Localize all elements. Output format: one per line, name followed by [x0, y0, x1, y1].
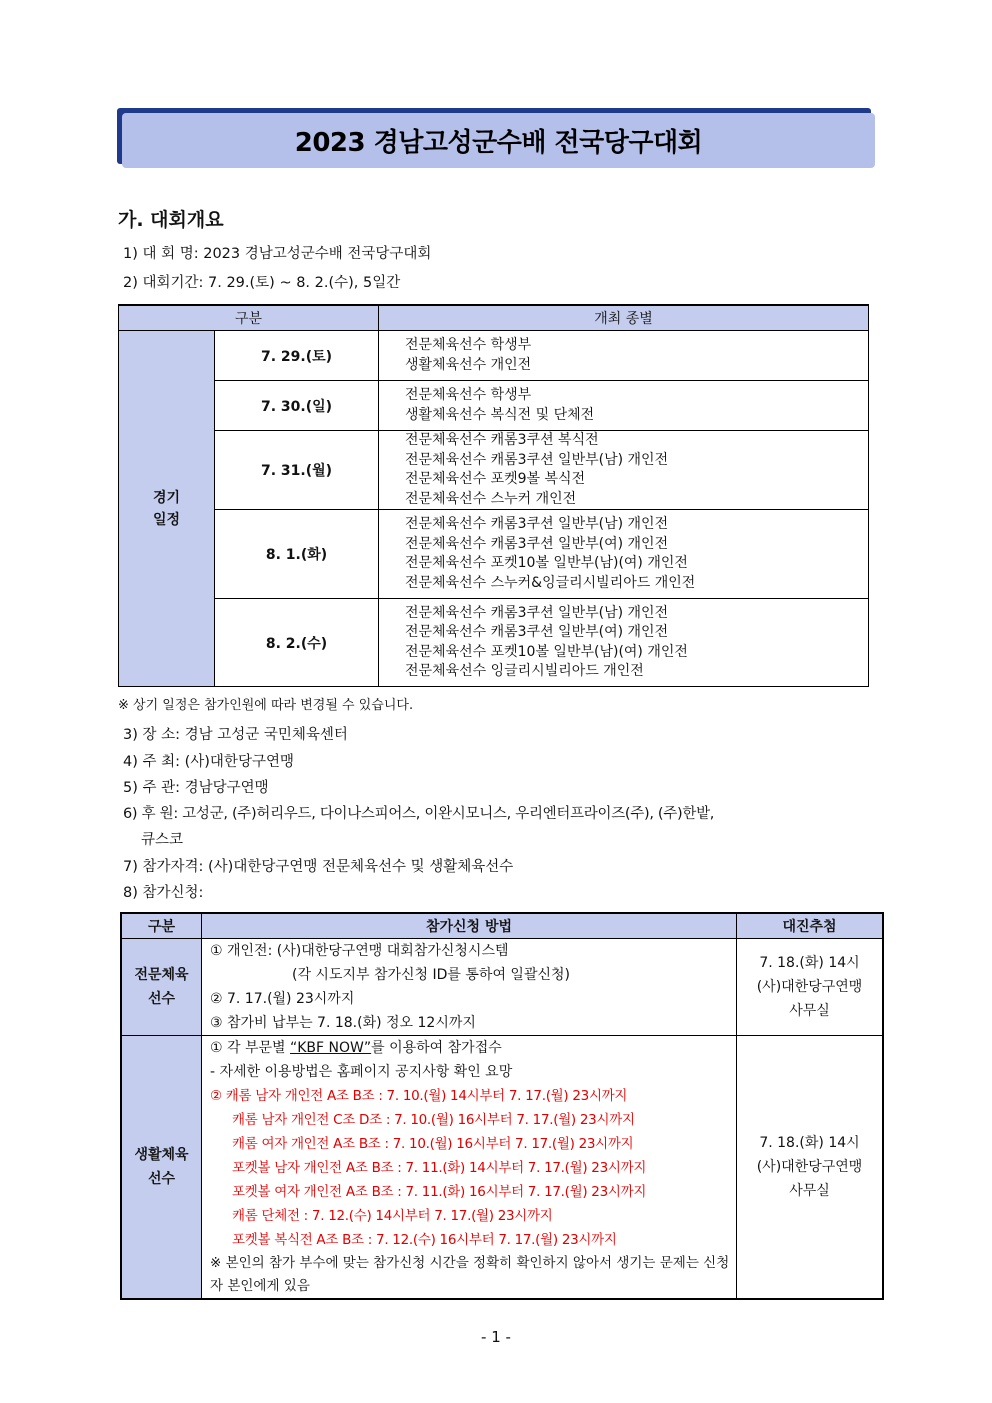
schedule-event: 전문체육선수 포켓10볼 일반부(남)(여) 개인전: [405, 555, 688, 571]
schedule-red-line: 포켓볼 남자 개인전 A조 B조 : 7. 11.(화) 14시부터 7. 17.(월) 23시까지: [232, 1160, 647, 1176]
schedule-event: 전문체육선수 캐롬3쿠션 일반부(남) 개인전: [405, 451, 669, 468]
schedule-event: 전문체육선수 학생부: [405, 387, 532, 403]
venue-line: 3) 장 소: 경남 고성군 국민체육센터: [123, 727, 348, 743]
schedule-date: 7. 30.(일): [215, 381, 379, 431]
schedule-date: 7. 31.(월): [215, 431, 379, 510]
schedule-events-cell: [379, 381, 869, 431]
draw-info-amateur: 7. 18.(화) 14시 (사)대한당구연맹 사무실: [737, 1036, 884, 1300]
schedule-row: [119, 431, 869, 510]
schedule-red-line: ② 캐롬 남자 개인전 A조 B조 : 7. 10.(월) 14시부터 7. 17.(월) 23시까지: [210, 1088, 628, 1104]
schedule-event: 전문체육선수 캐롬3쿠션 일반부(남) 개인전: [405, 516, 669, 532]
kbf-now-link[interactable]: “KBF NOW”: [290, 1040, 372, 1056]
schedule-event: 전문체육선수 캐롬3쿠션 일반부(여) 개인전: [405, 535, 669, 552]
schedule-events-cell: [379, 599, 869, 687]
method-line: ① 개인전: (사)대한당구연맹 대회참가신청시스템: [210, 943, 509, 959]
method-text: 를 이용하여 참가접수: [371, 1040, 502, 1056]
application-row-pro: [121, 939, 883, 1036]
application-header-row: [121, 913, 883, 939]
page-number: - 1 -: [481, 1328, 511, 1346]
schedule-event: 전문체육선수 스누커 개인전: [405, 490, 577, 507]
schedule-date: 7. 29.(토): [215, 331, 379, 381]
application-header-method: 참가신청 방법: [202, 913, 737, 939]
schedule-header-events: 개최 종별: [379, 305, 869, 331]
schedule-event: 전문체육선수 포켓9볼 복식전: [405, 471, 586, 487]
method-line: ③ 참가비 납부는 7. 18.(화) 정오 12시까지: [210, 1015, 476, 1031]
title-banner-face: [122, 113, 875, 168]
eligibility-line: 7) 참가자격: (사)대한당구연맹 전문체육선수 및 생활체육선수: [123, 859, 514, 875]
application-table: [120, 912, 884, 1300]
draw-info-pro: 7. 18.(화) 14시 (사)대한당구연맹 사무실: [737, 939, 884, 1036]
application-category-amateur: 생활체육 선수: [121, 1036, 202, 1300]
schedule-event: 전문체육선수 포켓10볼 일반부(남)(여) 개인전: [405, 643, 688, 660]
method-line: ② 7. 17.(월) 23시까지: [210, 991, 355, 1007]
schedule-event: 전문체육선수 스누커&잉글리시빌리아드 개인전: [405, 574, 696, 591]
application-method-amateur: [202, 1036, 737, 1300]
schedule-event: 전문체육선수 캐롬3쿠션 일반부(남) 개인전: [405, 604, 669, 621]
method-line: [210, 1036, 736, 1060]
schedule-event: 전문체육선수 학생부: [405, 337, 532, 353]
schedule-category-cell: 경기 일정: [119, 331, 215, 687]
schedule-event: 전문체육선수 캐롬3쿠션 복식전: [405, 432, 599, 448]
application-header-category: 구분: [121, 913, 202, 939]
application-header-draw: 대진추첨: [737, 913, 884, 939]
sponsor-line-cont: 큐스코: [141, 832, 184, 848]
schedule-row: [119, 510, 869, 599]
schedule-event: 생활체육선수 개인전: [405, 356, 532, 373]
schedule-row: [119, 331, 869, 381]
schedule-event: 생활체육선수 복식전 및 단체전: [405, 406, 595, 423]
host-line: 4) 주 최: (사)대한당구연맹: [123, 754, 294, 770]
schedule-date: 8. 2.(수): [215, 599, 379, 687]
schedule-red-line: 포켓볼 여자 개인전 A조 B조 : 7. 11.(화) 16시부터 7. 17.(월) 23시까지: [232, 1184, 647, 1200]
application-category-pro: 전문체육 선수: [121, 939, 202, 1036]
event-period-line: 2) 대회기간: 7. 29.(토) ~ 8. 2.(수), 5일간: [123, 275, 401, 291]
application-row-amateur: [121, 1036, 883, 1300]
application-method-pro: [202, 939, 737, 1036]
schedule-row: [119, 381, 869, 431]
schedule-red-line: 포켓볼 복식전 A조 B조 : 7. 12.(수) 16시부터 7. 17.(월) 23시까지: [232, 1232, 617, 1248]
event-name-line: 1) 대 회 명: 2023 경남고성군수배 전국당구대회: [123, 246, 432, 262]
sponsor-line: 6) 후 원: 고성군, (주)허리우드, 다이나스피어스, 이완시모니스, 우리엔터프라이즈(주), (주)한밭,: [123, 806, 715, 822]
title-banner: [117, 108, 875, 168]
application-line: 8) 참가신청:: [123, 885, 204, 901]
schedule-date: 8. 1.(화): [215, 510, 379, 599]
schedule-header-category: 구분: [119, 305, 379, 331]
schedule-row: [119, 599, 869, 687]
schedule-red-line: 캐롬 남자 개인전 C조 D조 : 7. 10.(월) 16시부터 7. 17.(월) 23시까지: [232, 1112, 635, 1128]
schedule-event: 전문체육선수 캐롬3쿠션 일반부(여) 개인전: [405, 624, 669, 640]
notice-text: ※ 본인의 참가 부수에 맞는 참가신청 시간을 정확히 확인하지 않아서 생기는 문제는 신청자 본인에게 있음: [210, 1255, 730, 1294]
organizer-line: 5) 주 관: 경남당구연맹: [123, 780, 269, 796]
method-text: ① 각 부문별: [210, 1040, 290, 1056]
schedule-events-cell: [379, 431, 869, 510]
document-title: 2023 경남고성군수배 전국당구대회: [294, 128, 703, 158]
schedule-events-cell: [379, 331, 869, 381]
schedule-events-cell: [379, 510, 869, 599]
method-line: (각 시도지부 참가신청 ID를 통하여 일괄신청): [292, 967, 570, 983]
schedule-red-line: 캐롬 단체전 : 7. 12.(수) 14시부터 7. 17.(월) 23시까지: [232, 1208, 553, 1224]
schedule-header-row: [119, 305, 869, 331]
schedule-event: 전문체육선수 잉글리시빌리아드 개인전: [405, 663, 644, 679]
section-heading: 가. 대회개요: [118, 209, 224, 231]
method-line: - 자세한 이용방법은 홈페이지 공지사항 확인 요망: [210, 1064, 513, 1080]
schedule-table: [118, 304, 869, 687]
schedule-red-line: 캐롬 여자 개인전 A조 B조 : 7. 10.(월) 16시부터 7. 17.(월) 23시까지: [232, 1136, 634, 1152]
schedule-note: ※ 상기 일정은 참가인원에 따라 변경될 수 있습니다.: [118, 698, 414, 713]
